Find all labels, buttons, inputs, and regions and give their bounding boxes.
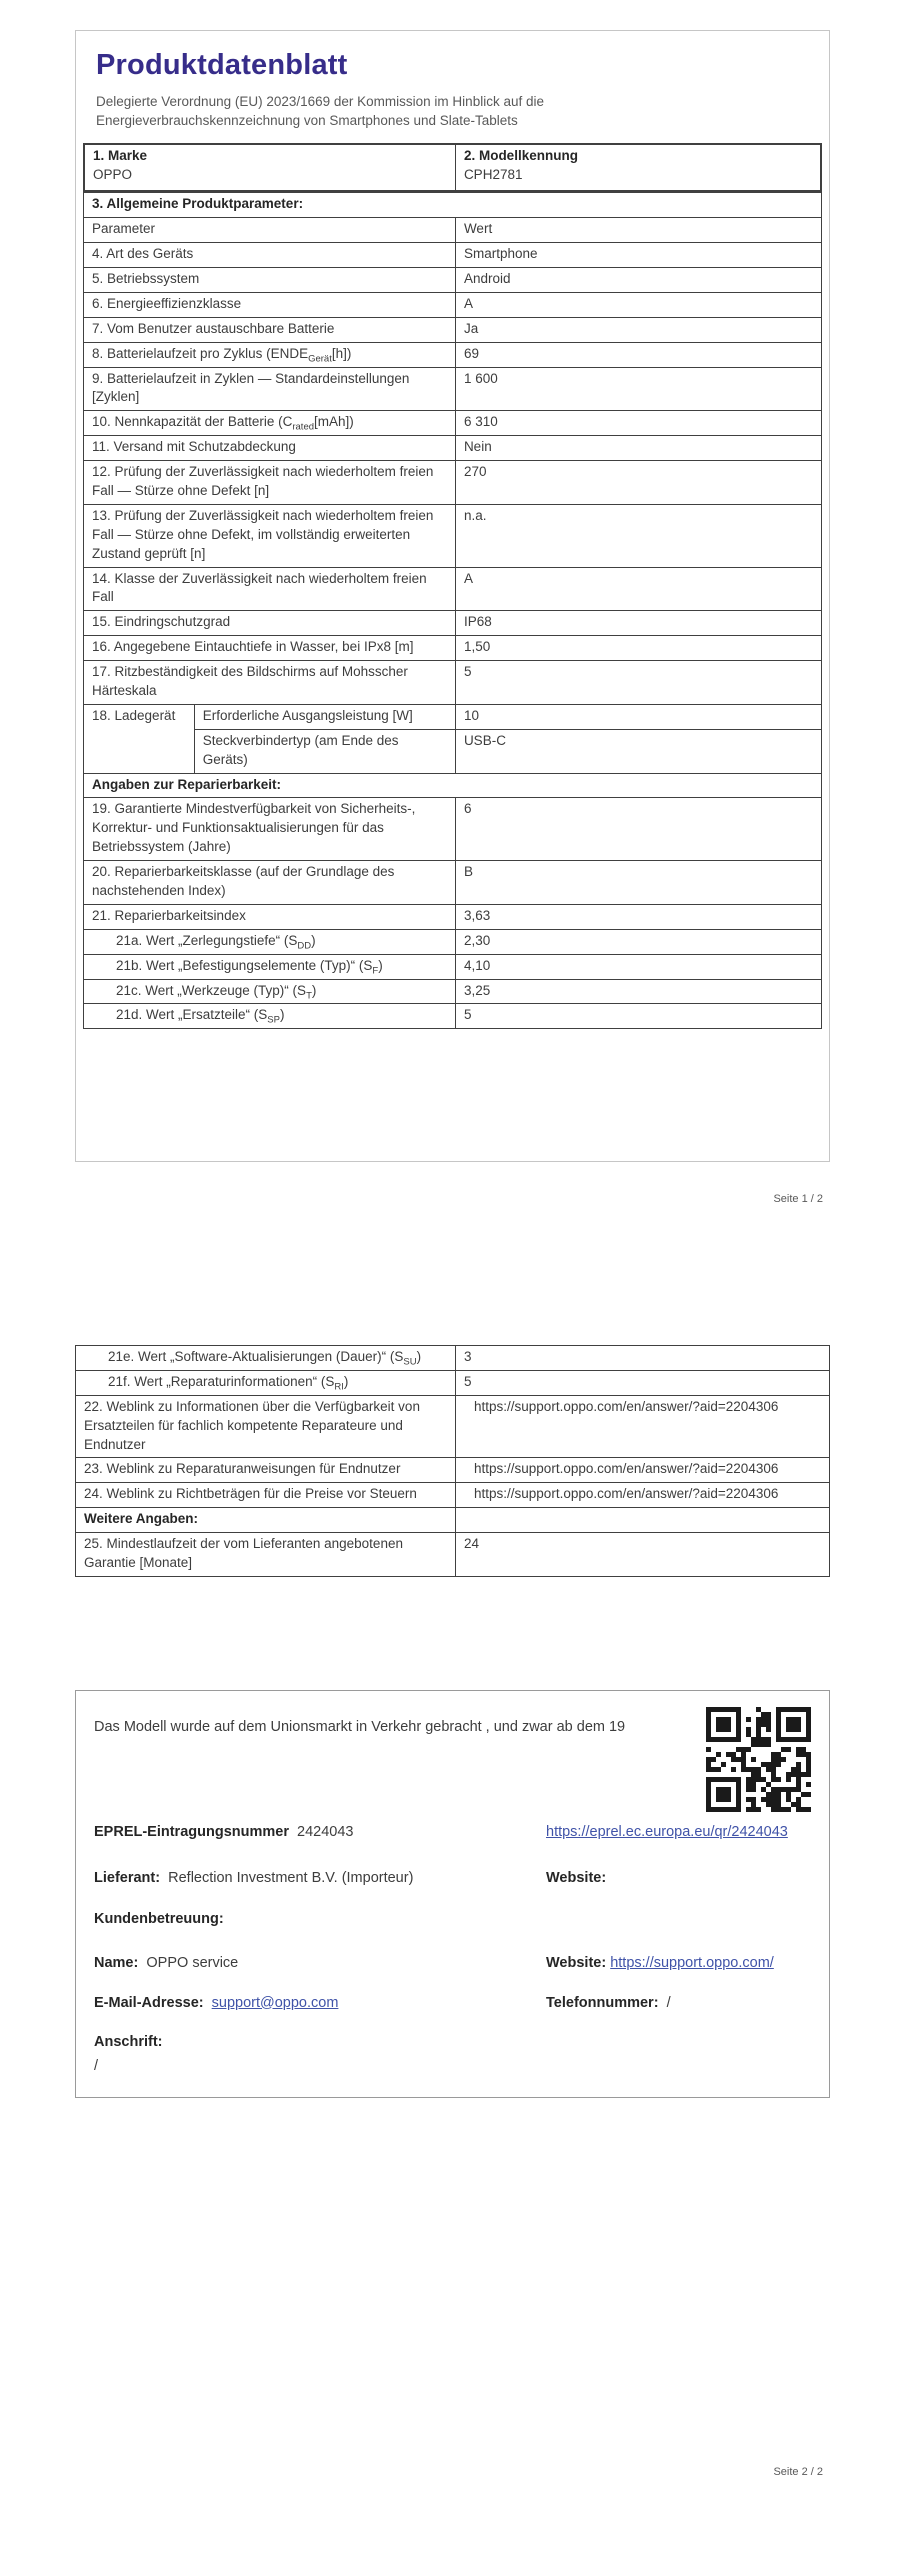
row-label-cell: [84, 218, 456, 243]
row-label-cell: [84, 979, 456, 1004]
subscript-text: SU: [403, 1356, 417, 1368]
label-text: Parameter: [92, 221, 156, 237]
table-row: [84, 243, 822, 268]
row-label-cell: [76, 1458, 456, 1483]
subscript-text: T: [306, 990, 312, 1002]
table-row: [84, 292, 822, 317]
row-label-cell: [84, 954, 456, 979]
row-label-cell: [76, 1346, 456, 1371]
label-text: 19. Garantierte Mindestverfügbarkeit von Sicherheits-, Korrektur- und Funktionsaktualisierungen für das Betriebssystem (Jahre): [92, 801, 416, 855]
row-label-cell: [84, 1004, 456, 1029]
row-value-cell: 69: [455, 342, 821, 367]
row-value-cell: n.a.: [455, 504, 821, 567]
subscript-text: F: [372, 965, 379, 977]
label-text: 21f. Wert „Reparaturinformationen“ (S: [108, 1373, 335, 1389]
row-label-cell: [84, 636, 456, 661]
row-value-cell: IP68: [455, 611, 821, 636]
label-text: 21a. Wert „Zerlegungstiefe“ (S: [116, 932, 298, 948]
row-value-cell: Nein: [455, 436, 821, 461]
row-value-cell: 3: [456, 1346, 830, 1371]
row-label-cell: [84, 461, 456, 505]
row-label-cell: [84, 292, 456, 317]
label-text: ): [343, 1373, 349, 1389]
model-cell: [455, 144, 821, 191]
table-row: [84, 411, 822, 436]
address-label: Anschrift:: [94, 2034, 163, 2051]
label-text: 10. Nennkapazität der Batterie (C: [92, 414, 293, 430]
label-text: 17. Ritzbeständigkeit des Bildschirms auf Mohsscher Härteskala: [92, 664, 408, 699]
label-text: ): [311, 982, 317, 998]
label-text: Angaben zur Reparierbarkeit:: [92, 776, 282, 792]
label-text: 21c. Wert „Werkzeuge (Typ)“ (S: [116, 982, 307, 998]
subscript-text: RI: [334, 1381, 344, 1393]
table-row: [76, 1346, 830, 1371]
eprel-number-line: [94, 1823, 546, 1843]
label-text: ): [311, 932, 316, 948]
row-label-cell: [76, 1370, 456, 1395]
table-row: [84, 954, 822, 979]
table-row: [84, 461, 822, 505]
table-row: [84, 1004, 822, 1029]
market-placement-text: Das Modell wurde auf dem Unionsmarkt in Verkehr gebracht , und zwar ab dem 19: [94, 1719, 626, 1735]
email-line: [94, 1994, 546, 2014]
label-text: 23. Weblink zu Reparaturanweisungen für Endnutzer: [84, 1461, 401, 1477]
table-row: [84, 567, 822, 611]
brand-model-table: [83, 143, 822, 192]
row-value-cell: Smartphone: [455, 243, 821, 268]
row-label-cell: [76, 1533, 456, 1577]
row-label-cell: [76, 1395, 456, 1458]
row-value-cell: 5: [456, 1370, 830, 1395]
table-row: [84, 904, 822, 929]
row-label-cell: [84, 929, 456, 954]
label-text: 21d. Wert „Ersatzteile“ (S: [116, 1007, 268, 1023]
brand-cell: [84, 144, 455, 191]
row-value-cell: 4,10: [455, 954, 821, 979]
address-value: /: [94, 2057, 99, 2074]
table-row: [84, 929, 822, 954]
row-value-cell: Wert: [455, 218, 821, 243]
row-value-cell: 1 600: [455, 367, 821, 411]
row-label-cell: [84, 411, 456, 436]
phone-value: /: [666, 1994, 671, 2011]
table-row: [84, 267, 822, 292]
subscript-text: Gerät: [308, 353, 332, 365]
page2-footer: Seite 2 / 2: [773, 2466, 823, 2478]
row-value-cell: 3,25: [455, 979, 821, 1004]
label-text: Steckverbindertyp (am Ende des Geräts): [202, 732, 399, 767]
qr-code: [698, 1699, 819, 1820]
model-value: CPH2781: [463, 167, 523, 183]
supplier-line: [94, 1869, 546, 1889]
customer-care-label: Kundenbetreuung:: [94, 1911, 224, 1928]
row-group-label-cell: [84, 704, 195, 773]
row-value-cell: Android: [455, 267, 821, 292]
table-row: [76, 1458, 830, 1483]
label-text: 20. Reparierbarkeitsklasse (auf der Grundlage des nachstehenden Index): [92, 864, 395, 899]
phone-label: Telefonnummer:: [546, 1994, 659, 2011]
label-text: 16. Angegebene Eintauchtiefe in Wasser, bei IPx8 [m]: [92, 639, 414, 655]
row-value-cell: 6: [455, 798, 821, 861]
service-name-row: [94, 1954, 811, 1974]
row-label-cell: [84, 567, 456, 611]
eprel-label: EPREL-Eintragungsnummer: [94, 1824, 289, 1841]
support-website-cell: [546, 1954, 808, 1974]
label-text: 6. Energieeffizienzklasse: [92, 295, 242, 311]
table-row: [76, 1370, 830, 1395]
table-row: [76, 1483, 830, 1508]
label-text: 18. Ladegerät: [92, 707, 176, 723]
row-label-cell: [84, 367, 456, 411]
page1-footer: Seite 1 / 2: [773, 1193, 823, 1205]
label-text: 22. Weblink zu Informationen über die Verfügbarkeit von Ersatzteilen für fachlich kompetente Reparateure und Endnutzer: [84, 1398, 420, 1452]
table-row: [84, 636, 822, 661]
label-text: 24. Weblink zu Richtbeträgen für die Preise vor Steuern: [84, 1486, 417, 1502]
eprel-number: 2424043: [297, 1824, 354, 1841]
table-row: [84, 729, 822, 773]
subscript-text: SP: [267, 1015, 280, 1027]
row-label-cell: [84, 342, 456, 367]
model-label: 2. Modellkennung: [463, 148, 578, 164]
row-value-cell: 6 310: [455, 411, 821, 436]
row-label-cell: [84, 243, 456, 268]
customer-care-row: [94, 1910, 811, 1930]
table-row: [84, 861, 822, 905]
label-text: Weitere Angaben:: [84, 1511, 199, 1527]
address-value-row: [94, 2057, 811, 2077]
row-label-cell: [194, 729, 455, 773]
label-text: ): [279, 1007, 285, 1023]
phone-cell: [546, 1994, 808, 2014]
website-cell: [546, 1869, 808, 1889]
label-text: 21. Reparierbarkeitsindex: [92, 907, 246, 923]
supplier-row: [94, 1869, 811, 1889]
row-value-cell: USB-C: [455, 729, 821, 773]
row-value-cell: https://support.oppo.com/en/answer/?aid=2204306: [456, 1395, 830, 1458]
supplier-label: Lieferant:: [94, 1869, 161, 1886]
table-row: [84, 611, 822, 636]
row-value-cell: 5: [455, 1004, 821, 1029]
repairability-table: [75, 1345, 830, 1577]
table-row: [84, 979, 822, 1004]
website-label: Website:: [546, 1869, 607, 1886]
table-row: [84, 504, 822, 567]
general-parameters-table: [83, 192, 822, 1029]
row-value-cell: B: [455, 861, 821, 905]
eprel-info-box: [75, 1690, 830, 2098]
brand-value: OPPO: [93, 167, 133, 183]
label-text: [h]): [331, 345, 352, 361]
section-label-cell: [76, 1508, 456, 1533]
label-text: 14. Klasse der Zuverlässigkeit nach wiederholtem freien Fall: [92, 570, 427, 605]
label-text: 9. Batterielaufzeit in Zyklen — Standardeinstellungen [Zyklen]: [92, 370, 410, 405]
section-row: [84, 773, 822, 798]
page-subtitle: Delegierte Verordnung (EU) 2023/1669 der Kommission im Hinblick auf die Energieverbrauchskennzeichnung von Smartphones und Slate-Tablets: [96, 94, 544, 129]
row-value-cell: A: [455, 567, 821, 611]
table-row: [84, 317, 822, 342]
row-value-cell: https://support.oppo.com/en/answer/?aid=2204306: [456, 1483, 830, 1508]
row-label-cell: [194, 704, 455, 729]
table-row: [84, 367, 822, 411]
row-label-cell: [84, 436, 456, 461]
table-row: [84, 436, 822, 461]
name-label: Name:: [94, 1954, 139, 1971]
row-label-cell: [84, 267, 456, 292]
label-text: 4. Art des Geräts: [92, 246, 194, 262]
table-row: [84, 144, 821, 191]
section-label-cell: [84, 773, 822, 798]
row-value-cell: 1,50: [455, 636, 821, 661]
label-text: 15. Eindringschutzgrad: [92, 614, 231, 630]
label-text: 25. Mindestlaufzeit der vom Lieferanten angebotenen Garantie [Monate]: [84, 1536, 403, 1571]
row-label-cell: [84, 611, 456, 636]
label-text: [mAh]): [314, 414, 354, 430]
eprel-row: [94, 1823, 811, 1843]
table-row: [84, 704, 822, 729]
row-value-cell: 24: [456, 1533, 830, 1577]
row-value-cell: Ja: [455, 317, 821, 342]
label-text: 12. Prüfung der Zuverlässigkeit nach wiederholtem freien Fall — Stürze ohne Defekt [n]: [92, 464, 434, 498]
row-value-cell: https://support.oppo.com/en/answer/?aid=2204306: [456, 1458, 830, 1483]
label-text: 5. Betriebssystem: [92, 270, 200, 286]
row-value-cell: A: [455, 292, 821, 317]
label-text: Erforderliche Ausgangsleistung [W]: [202, 707, 413, 723]
table-row: [84, 798, 822, 861]
email-label: E-Mail-Adresse:: [94, 1994, 204, 2011]
email-link[interactable]: support@oppo.com: [211, 1994, 339, 2011]
section-row: [84, 193, 822, 218]
row-label-cell: [84, 317, 456, 342]
row-value-cell: 2,30: [455, 929, 821, 954]
row-value-cell: 5: [455, 661, 821, 705]
brand-label: 1. Marke: [93, 148, 148, 164]
table-row: [76, 1533, 830, 1577]
label-text: ): [378, 957, 383, 973]
email-row: [94, 1994, 811, 2014]
page-title: Produktdatenblatt: [96, 49, 348, 81]
service-name-line: [94, 1954, 546, 1974]
support-website-link[interactable]: https://support.oppo.com/: [610, 1954, 774, 1971]
supplier-value: Reflection Investment B.V. (Importeur): [168, 1869, 414, 1886]
address-row: [94, 2033, 811, 2053]
row-label-cell: [84, 504, 456, 567]
table-row: [84, 661, 822, 705]
row-label-cell: [84, 861, 456, 905]
table-row: [84, 342, 822, 367]
page1-card: [75, 30, 830, 1162]
row-value-cell: 10: [455, 704, 821, 729]
name-value: OPPO service: [146, 1954, 239, 1971]
row-label-cell: [84, 904, 456, 929]
label-text: 3. Allgemeine Produktparameter:: [92, 196, 304, 212]
row-value-cell: 270: [455, 461, 821, 505]
label-text: 21b. Wert „Befestigungselemente (Typ)“ (S: [116, 957, 373, 973]
label-text: 7. Vom Benutzer austauschbare Batterie: [92, 320, 335, 336]
row-label-cell: [76, 1483, 456, 1508]
label-text: 11. Versand mit Schutzabdeckung: [92, 439, 296, 455]
subscript-text: rated: [292, 422, 315, 434]
eprel-link-cell: [546, 1823, 808, 1843]
table-row: [84, 218, 822, 243]
label-text: 13. Prüfung der Zuverlässigkeit nach wiederholtem freien Fall — Stürze ohne Defekt, im vollständig erweiterten Zustand geprüft [n]: [92, 507, 434, 561]
row-label-cell: [84, 798, 456, 861]
row-label-cell: [84, 661, 456, 705]
subscript-text: DD: [297, 940, 312, 952]
eprel-link[interactable]: https://eprel.ec.europa.eu/qr/2424043: [546, 1824, 788, 1841]
row-value-cell: [456, 1508, 830, 1533]
label-text: ): [416, 1349, 422, 1364]
label-text: 8. Batterielaufzeit pro Zyklus (ENDE: [92, 345, 309, 361]
section-row: [76, 1508, 830, 1533]
row-value-cell: 3,63: [455, 904, 821, 929]
table-row: [76, 1395, 830, 1458]
section-label-cell: [84, 193, 822, 218]
label-text: 21e. Wert „Software-Aktualisierungen (Dauer)“ (S: [108, 1349, 404, 1364]
website2-label: Website:: [546, 1954, 607, 1971]
